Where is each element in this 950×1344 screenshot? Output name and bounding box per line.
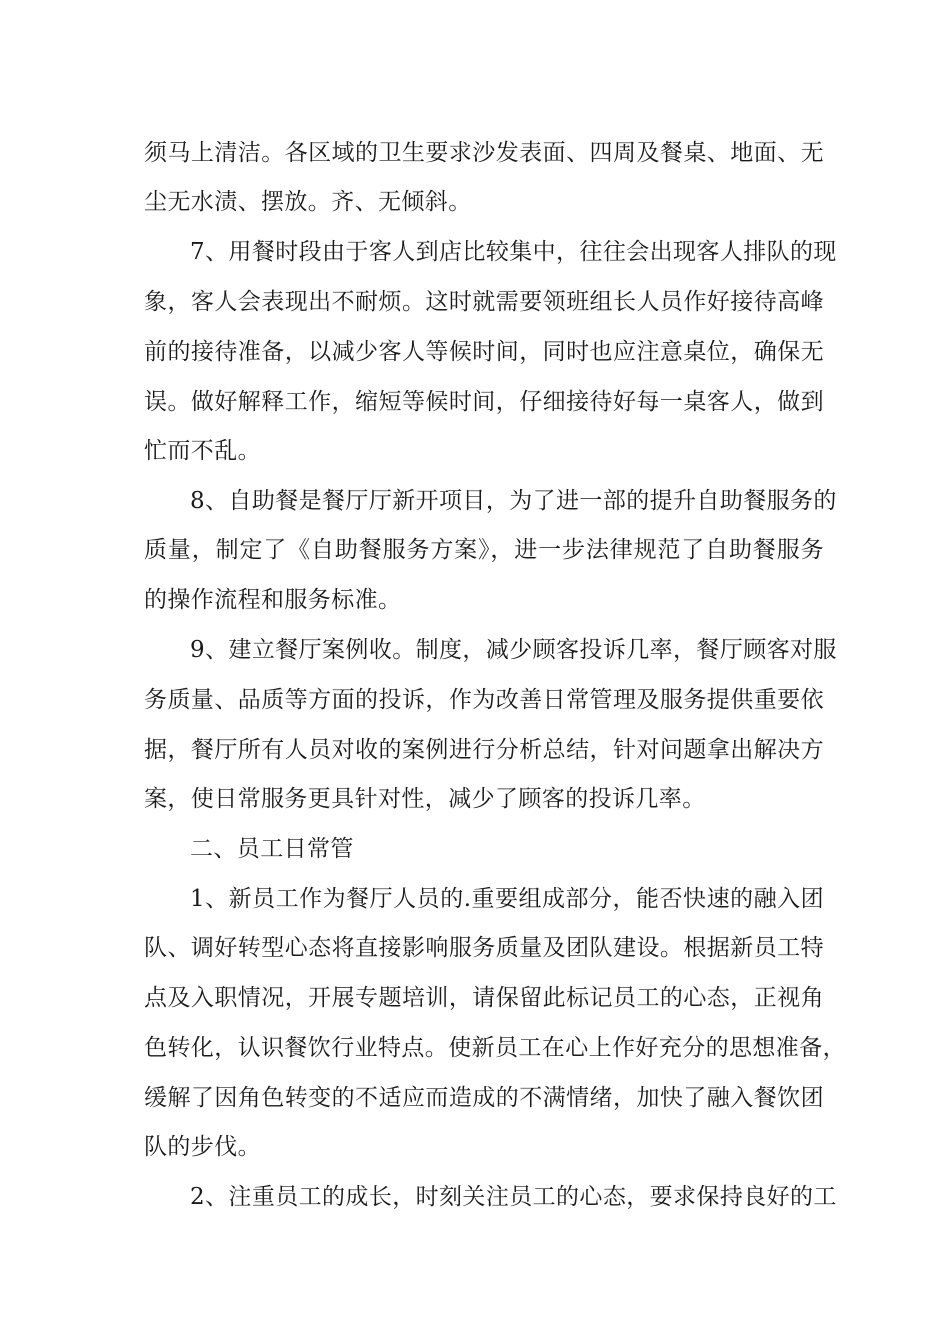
text-line: 据，餐厅所有人员对收的案例进行分析总结，针对问题拿出解决方 [144,737,824,763]
text-line: 缓解了因角色转变的不适应而造成的不满情绪，加快了融入餐饮团 [144,1085,824,1111]
paragraph-first-line: 9、建立餐厅案例收。制度，减少顾客投诉几率，餐厅顾客对服 [190,637,837,663]
text-line: 务质量、品质等方面的投诉，作为改善日常管理及服务提供重要依 [144,687,824,713]
text-line: 队的步伐。 [144,1134,261,1160]
text-line: 前的接待准备，以减少客人等候时间，同时也应注意桌位，确保无 [144,339,824,365]
paragraph-first-line: 7、用餐时段由于客人到店比较集中，往往会出现客人排队的现 [190,239,837,265]
paragraph-first-line: 8、自助餐是餐厅厅新开项目，为了进一部的提升自助餐服务的 [190,488,837,514]
text-line: 色转化，认识餐饮行业特点。使新员工在心上作好充分的思想准备， [144,1035,846,1061]
text-line: 的操作流程和服务标准。 [144,587,402,613]
text-line: 尘无水渍、摆放。齐、无倾斜。 [144,189,472,215]
text-line: 质量，制定了《自助餐服务方案》，进一步法律规范了自助餐服务 [144,537,824,563]
text-line: 队、调好转型心态将直接影响服务质量及团队建设。根据新员工特 [144,935,824,961]
text-line: 点及入职情况，开展专题培训，请保留此标记员工的心态，正视角 [144,985,824,1011]
paragraph-first-line: 2、注重员工的成长，时刻关注员工的心态，要求保持良好的工 [190,1184,837,1210]
text-line: 案，使日常服务更具针对性，减少了顾客的投诉几率。 [144,786,706,812]
text-line: 忙而不乱。 [144,438,261,464]
text-line: 须马上清洁。各区域的卫生要求沙发表面、四周及餐桌、地面、无 [144,140,824,166]
paragraph-first-line: 1、新员工作为餐厅人员的.重要组成部分，能否快速的融入团 [190,886,824,912]
section-heading: 二、员工日常管 [190,836,354,862]
text-line: 象，客人会表现出不耐烦。这时就需要领班组长人员作好接待高峰 [144,289,824,315]
text-line: 误。做好解释工作，缩短等候时间，仔细接待好每一桌客人，做到 [144,389,824,415]
